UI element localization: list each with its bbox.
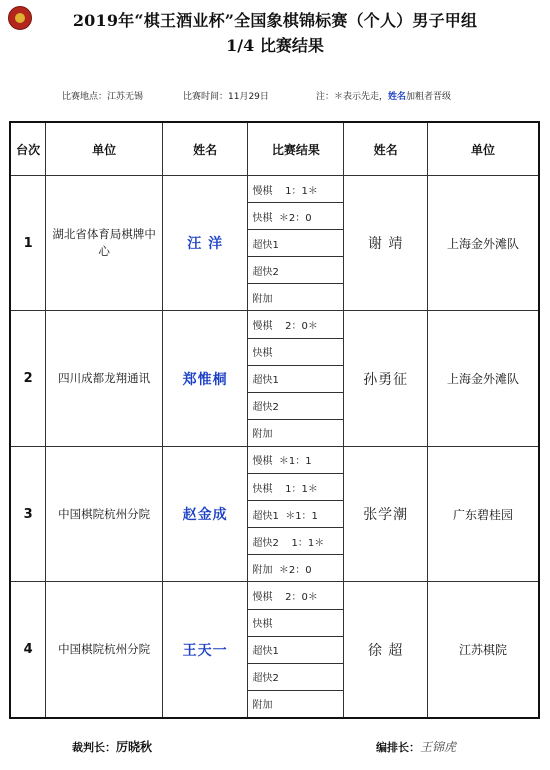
game-result: 附加 ＊2：0	[248, 555, 344, 582]
page-subtitle: 1/4 比赛结果	[226, 36, 324, 55]
player-left: 赵金成	[162, 446, 248, 581]
game-result: 附加	[248, 419, 344, 446]
unit-left: 中国棋院杭州分院	[46, 582, 162, 718]
unit-right: 上海金外滩队	[428, 311, 540, 446]
player-right: 孙勇征	[344, 311, 428, 446]
board-number: 3	[10, 446, 46, 581]
game-result: 慢棋 ＊1：1	[248, 446, 344, 473]
header-round: 台次	[10, 122, 46, 176]
unit-left: 四川成都龙翔通讯	[46, 311, 162, 446]
editor-label: 编排长：	[376, 741, 420, 754]
game-result: 超快2	[248, 663, 344, 690]
game-result: 快棋	[248, 338, 344, 365]
note-name: 姓名	[388, 92, 407, 102]
board-number: 1	[10, 176, 46, 311]
game-result: 附加	[248, 690, 344, 718]
game-result: 超快1	[248, 636, 344, 663]
board-number: 2	[10, 311, 46, 446]
unit-right: 江苏棋院	[428, 582, 540, 718]
header-result: 比赛结果	[248, 122, 344, 176]
game-result: 慢棋 1：1＊	[248, 176, 344, 203]
note-suffix: 加粗者晋级	[406, 92, 452, 102]
referee-label: 裁判长：	[72, 741, 116, 754]
editor-name: 王锦虎	[420, 740, 457, 754]
unit-left: 湖北省体育局棋牌中心	[46, 176, 162, 311]
player-right: 谢 靖	[344, 176, 428, 311]
game-result: 快棋 1：1＊	[248, 474, 344, 501]
game-result: 慢棋 2：0＊	[248, 582, 344, 609]
player-left: 王天一	[162, 582, 248, 718]
referee-name: 厉晓秋	[116, 740, 153, 754]
game-result: 快棋 ＊2：0	[248, 203, 344, 230]
board-number: 4	[10, 582, 46, 718]
player-left: 郑惟桐	[162, 311, 248, 446]
player-right: 徐 超	[344, 582, 428, 718]
header-name-right: 姓名	[344, 122, 428, 176]
player-left: 汪 洋	[162, 176, 248, 311]
game-result: 超快2	[248, 257, 344, 284]
game-result: 超快1	[248, 230, 344, 257]
unit-left: 中国棋院杭州分院	[46, 446, 162, 581]
game-result: 附加	[248, 284, 344, 311]
game-result: 超快1 ＊1：1	[248, 501, 344, 528]
game-result: 超快2	[248, 392, 344, 419]
header-unit-left: 单位	[46, 122, 162, 176]
player-right: 张学潮	[344, 446, 428, 581]
table-row	[10, 311, 539, 338]
editor-signature	[376, 738, 456, 755]
unit-right: 上海金外滩队	[428, 176, 540, 311]
header-name-left: 姓名	[162, 122, 248, 176]
table-row	[10, 582, 539, 609]
table-header-row	[10, 122, 539, 176]
game-result: 慢棋 2：0＊	[248, 311, 344, 338]
note-prefix: 注：＊表示先走，	[316, 92, 389, 102]
table-row	[10, 446, 539, 473]
note-info	[316, 89, 451, 102]
table-row	[10, 176, 539, 203]
date-info: 比赛时间：11月29日	[183, 92, 269, 102]
referee-signature	[72, 738, 152, 755]
unit-right: 广东碧桂园	[428, 446, 540, 581]
game-result: 超快1	[248, 365, 344, 392]
header-unit-right: 单位	[428, 122, 540, 176]
page-title: 2019年“棋王酒业杯”全国象棋锦标赛（个人）男子甲组	[72, 11, 478, 30]
results-table	[9, 121, 540, 719]
game-result: 超快2 1：1＊	[248, 528, 344, 555]
venue-info: 比赛地点：江苏无锡	[62, 92, 144, 102]
game-result: 快棋	[248, 609, 344, 636]
